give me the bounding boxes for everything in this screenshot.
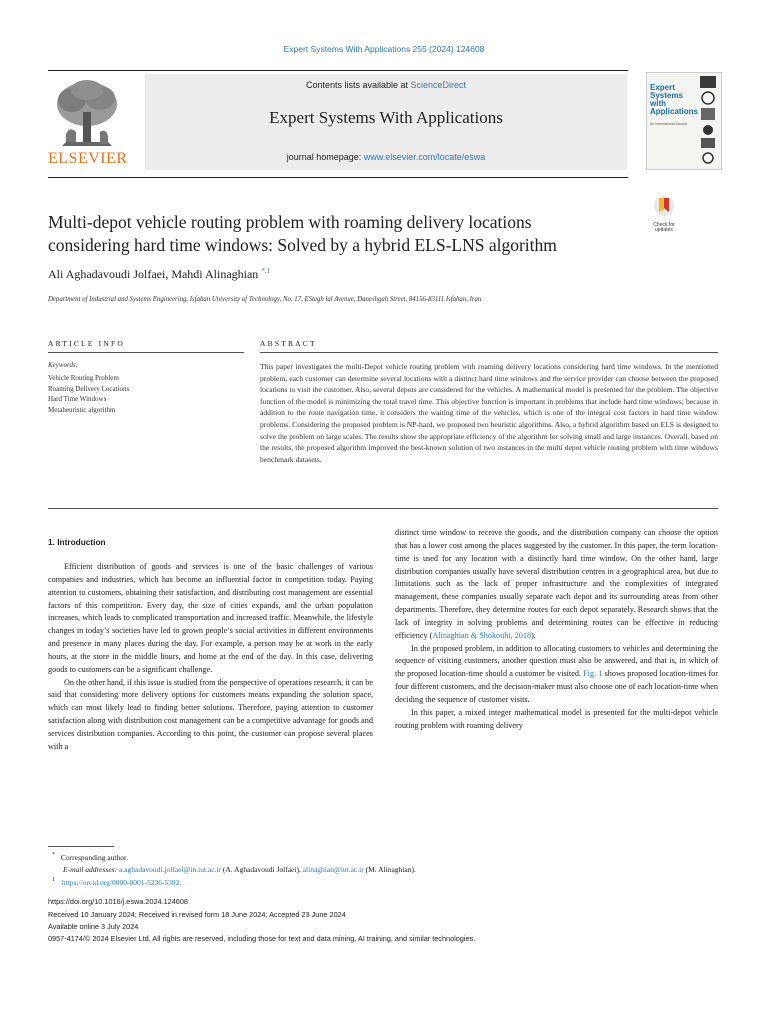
orcid-link[interactable]: https://orcid.org/0000-0001-5236-5392.	[61, 877, 182, 887]
publisher-logo-text: ELSEVIER	[48, 150, 128, 167]
author-2[interactable]: Mahdi Alinaghian	[171, 267, 259, 281]
right-column	[395, 527, 718, 733]
email-link-1[interactable]: a.aghadavoudi.jolfaei@in.iut.ac.ir	[118, 865, 222, 874]
intro-paragraph: On the other hand, if this issue is studied from the perspective of operations research, it can be said that considering more delivery options for customers means expanding the solution space, which can most likely lead to finding better solutions. Therefore, paying attention to customer satisfaction along with distribution cost management can be a competitive advantage for goods and services distribution companies. According to this point, the customer can propose several places with a	[48, 677, 373, 751]
email-name-1: (A. Aghadavoudi Jolfaei),	[222, 865, 301, 874]
homepage-link[interactable]: www.elsevier.com/locate/eswa	[363, 152, 486, 162]
sciencedirect-link[interactable]: ScienceDirect	[410, 80, 467, 90]
figure-link[interactable]: Fig. 1	[583, 669, 603, 679]
check-updates-icon	[646, 194, 682, 218]
intro-paragraph: Efficient distribution of goods and services is one of the basic challenges of various companies and industries, which has become an influential factor in competition today. Paying attention to customers, obtaining their satisfaction, and distributing cost management are essential factors of this competition. Every day, the size of cities expands, and the urban population increases, which leads to complicated transportation and increased traffic. Meanwhile, the lifestyle changes in today’s societies have led to grown people’s social activities in different environments and presence in many places during the day. For example, a person may be at work in the early hours, at the store in the middle hours, and home at the end of the day. In this case, delivering goods to customers can be a significant challenge.	[48, 562, 373, 674]
paper-title-line-1: Multi-depot vehicle routing problem with roaming delivery locations	[48, 212, 532, 232]
intro-paragraph	[395, 643, 718, 707]
homepage-prefix: journal homepage:	[286, 152, 364, 162]
keyword-item: Vehicle Routing Problem	[48, 374, 119, 382]
footnote-mark-1: 1	[52, 877, 55, 883]
copyright-line: 0957-4174/© 2024 Elsevier Ltd. All rights are reserved, including those for text and data mining, AI training, and similar technologies.	[48, 934, 476, 943]
star-mark: *	[52, 852, 55, 858]
check-updates-label: Check for updates	[653, 222, 675, 233]
doi-link[interactable]: https://doi.org/10.1016/j.eswa.2024.124608	[48, 897, 188, 906]
paper-title	[48, 211, 628, 257]
header-top-rule	[48, 70, 628, 71]
cover-title: Expert Systems with Applications	[650, 83, 699, 116]
available-online: Available online 3 July 2024	[48, 922, 139, 931]
author-1[interactable]: Ali Aghadavoudi Jolfaei	[48, 267, 166, 281]
journal-reference[interactable]: Expert Systems With Applications 255 (2024) 124608	[283, 44, 485, 54]
author-list: Ali Aghadavoudi Jolfaei, Mahdi Alinaghian $^{*,1}$	[48, 267, 271, 281]
email-link-2[interactable]: alinaghian@iut.ac.ir	[302, 865, 364, 874]
intro-paragraph: In this paper, a mixed integer mathematical model is presented for the multi-depot vehicle routing problem with roaming delivery	[395, 707, 718, 730]
corresponding-footnote	[52, 852, 128, 862]
keyword-item: Hard Time Windows	[48, 395, 107, 404]
email-footnote	[63, 865, 416, 874]
citation-link[interactable]: Alinaghian & Shokouhi, 2018	[432, 630, 532, 640]
abstract-top-rule	[260, 352, 718, 353]
author-2-marks[interactable]: *,1	[261, 267, 271, 275]
contents-line	[145, 80, 627, 90]
article-info-heading: ARTICLE INFO	[48, 339, 125, 348]
abstract-text: This paper investigates the multi-Depot vehicle routing problem with roaming delivery locations considering hard time windows. In the mentioned problem, each customer can determine several locations with a distinct hard time windows and the service provider can choose between the proposed locations to visit the customer. Also, several depots are considered for the vehicles. A mathematical model is presented for the problem. The objective function of the model is minimizing the total travel time. This objective function is important in problems that include hard time windows; because in addition to the route navigation time, it considers the waiting time of the vehicles, which is one of the integral cost factors in hard time window problems. Considering the proposed problem is NP-hard, we proposed two heuristic algorithms. Also, a hybrid algorithm based on ELS is designed to solve the problem on large scales. The results show the appropriate efficiency of the algorithm for solving small and large instances. Overall, based on the results, the proposed algorithm improved the best-known solution of two instances in the multi depot vehicle routing problem with time windows benchmark datasets.	[260, 362, 718, 464]
affiliation: Department of Industrial and Systems Engineering, Isfahan University of Technology, No. 17, EStegh lal Avenue, Daneshgah Street, 84156-83111 Isfahan, Iran	[48, 296, 482, 303]
paragraph-text: ).	[531, 630, 536, 640]
cover-icons	[698, 74, 718, 166]
abstract-bottom-rule	[48, 508, 718, 509]
paragraph-text: shows proposed location-times for four different customers, and the decision-maker must also choose one of each location-time when deciding the sequence of customer visits.	[395, 669, 718, 704]
email-name-2: (M. Alinaghian).	[365, 865, 416, 874]
homepage-line	[145, 152, 627, 162]
header-bottom-rule	[48, 177, 628, 178]
keyword-item: Metaheuristic algorithm	[48, 406, 116, 415]
section-title-introduction: 1. Introduction	[48, 537, 106, 547]
abstract-heading: ABSTRACT	[260, 339, 317, 348]
keyword-item: Roaming Delivery Locations	[48, 384, 130, 393]
corresponding-text: Corresponding author.	[60, 852, 128, 862]
paragraph-text: distinct time window to receive the goods, and the distribution company can choose the option that has a lower cost among the places suggested by the customer. In this paper, the term location-time is used for any location with a distinctly hard time window. On the other hand, large distribution companies usually have several distribution centres in a geographical area, but due to limitations such as the lack of proper infrastructure and the complexities of integrated management, these companies usually separate each depot and its surrounding areas from other departments. Therefore, they determine routes for each depot separately. Research shows that the lack of integrity in solving problems and determining routes can be effective in reducing efficiency (	[395, 528, 718, 640]
keywords-label: Keywords:	[48, 361, 79, 369]
paper-title-line-2: considering hard time windows: Solved by a hybrid ELS-LNS algorithm	[48, 235, 557, 255]
orcid-footnote	[52, 877, 181, 887]
contents-prefix: Contents lists available at	[305, 80, 411, 90]
intro-paragraph	[395, 527, 718, 643]
left-column	[48, 561, 373, 754]
footnote-rule	[48, 846, 114, 847]
check-for-updates-badge[interactable]	[646, 194, 682, 233]
article-info-rule	[48, 352, 244, 353]
email-label: E-mail addresses:	[63, 865, 118, 874]
received-dates: Received 10 January 2024; Received in revised form 18 June 2024; Accepted 23 June 2024	[48, 910, 346, 919]
keywords-list	[48, 373, 129, 416]
journal-title: Expert Systems With Applications	[269, 108, 503, 127]
cover-subtitle: An International Journal	[650, 122, 687, 126]
paragraph-text: In the proposed problem, in addition to allocating customers to vehicles and determining the sequence of visiting customers, another question must also be answered, and that is, in which of the proposed location-time should a customer be visited.	[395, 643, 718, 679]
